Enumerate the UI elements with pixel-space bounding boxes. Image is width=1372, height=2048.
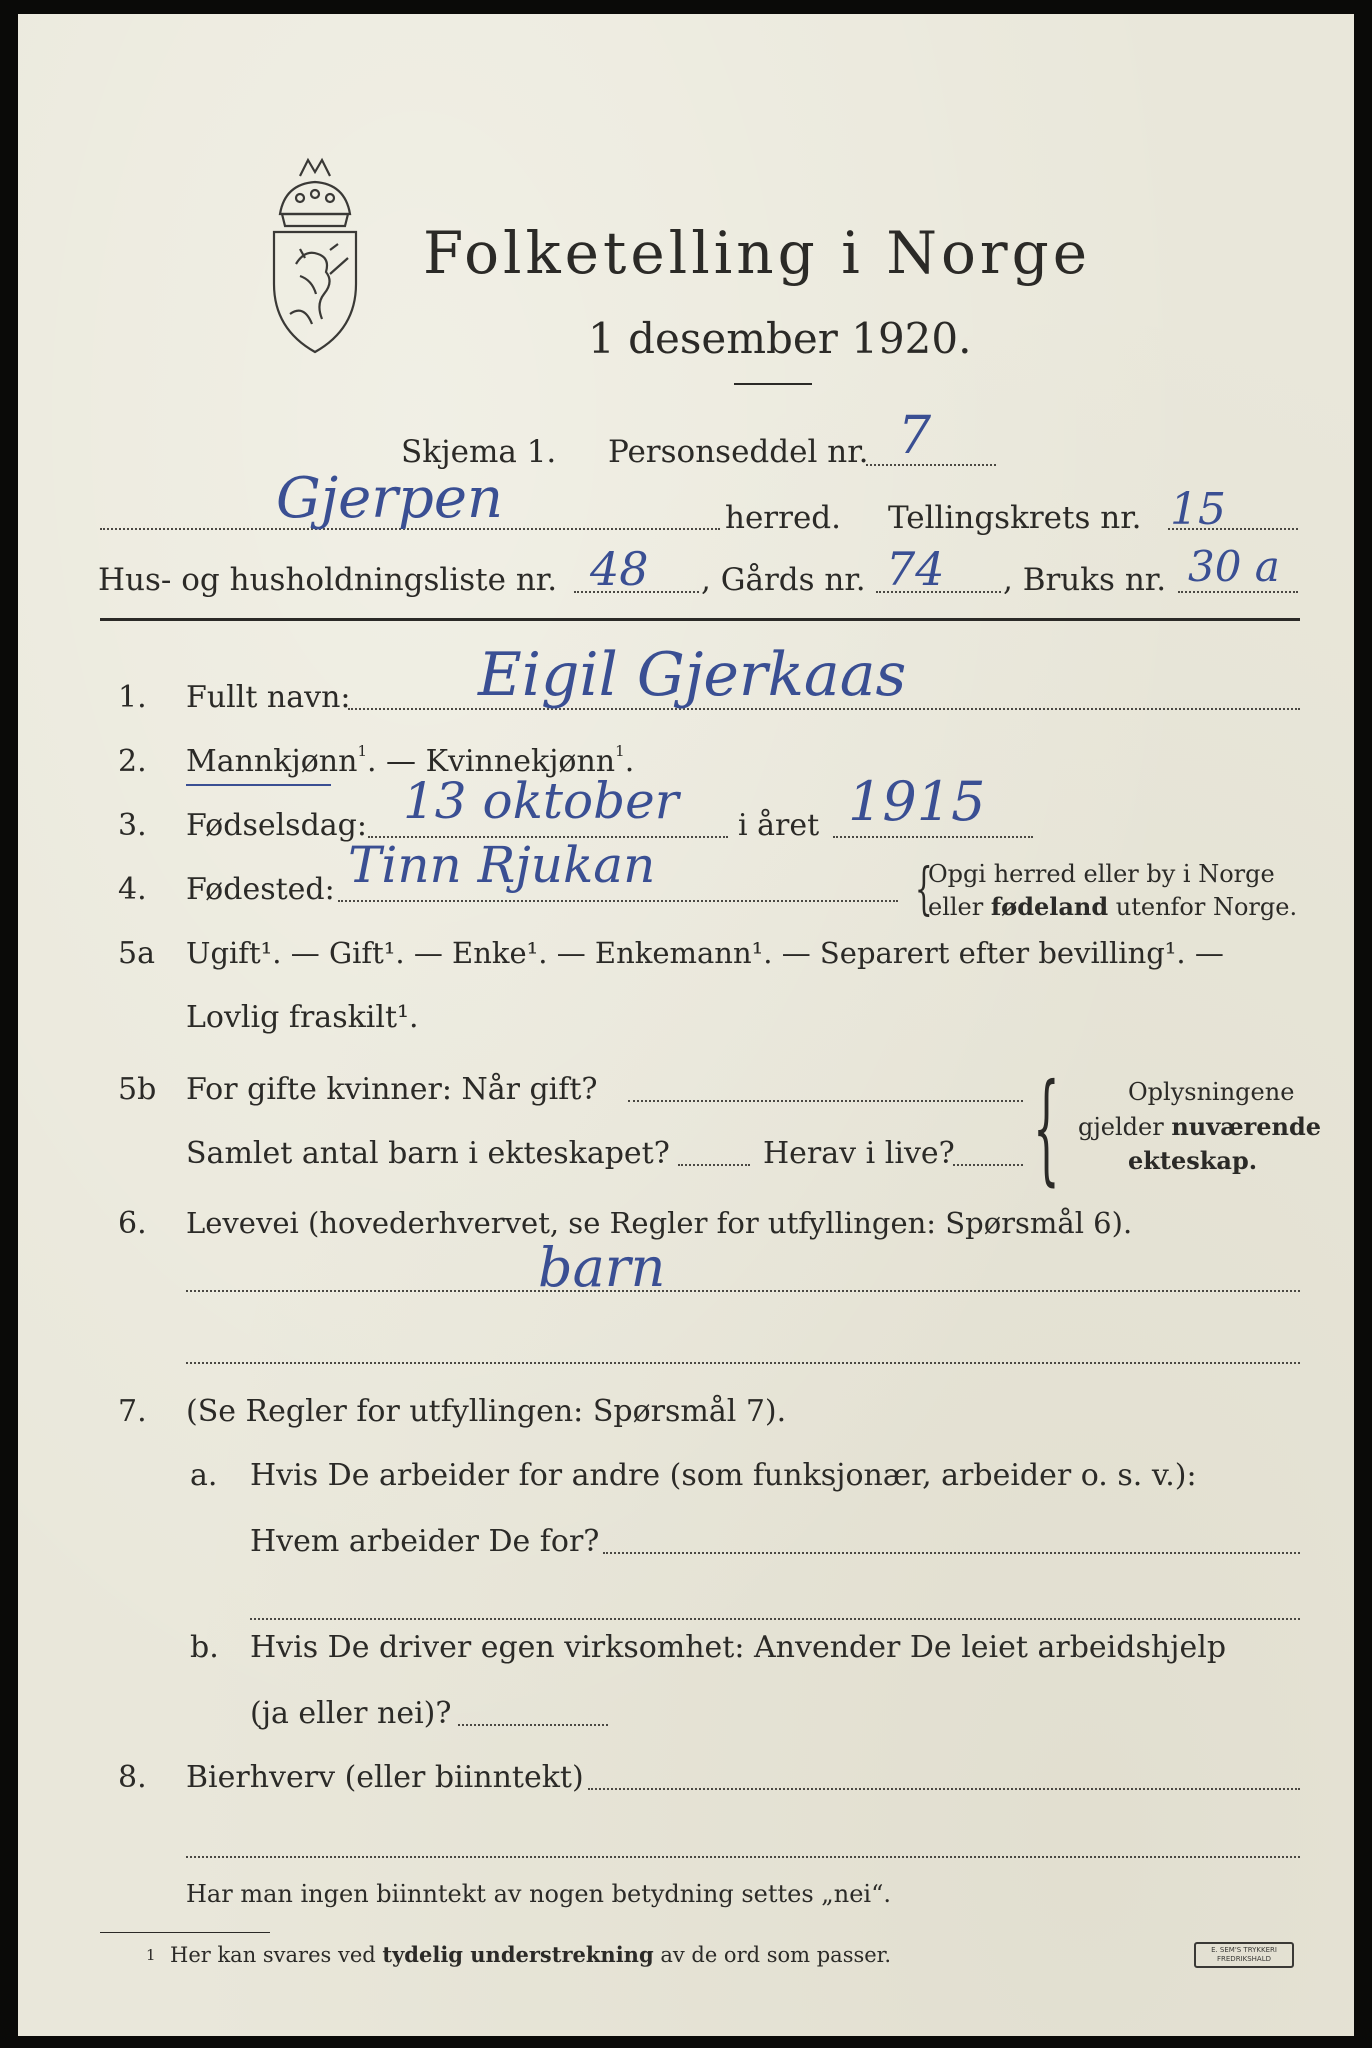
- q6-line1: [186, 1290, 1300, 1292]
- q7a-letter: a.: [190, 1458, 218, 1493]
- q8-label: Bierhverv (eller biinntekt): [186, 1760, 584, 1795]
- q5b-line2a-dots: [678, 1164, 750, 1166]
- male-option[interactable]: Mannkjønn: [186, 744, 358, 779]
- q8-line1: [588, 1788, 1300, 1790]
- q7a-line3-dots: [250, 1618, 1300, 1620]
- q5b-note-a: gjelder: [1078, 1113, 1172, 1141]
- gards-value[interactable]: 74: [886, 542, 945, 596]
- footnote-text: [170, 1942, 891, 1967]
- birthday-value[interactable]: 13 oktober: [403, 772, 679, 830]
- q3-year-label: i året: [738, 808, 820, 843]
- q5b-line1: For gifte kvinner: Når gift?: [186, 1072, 598, 1107]
- q7-label: (Se Regler for utfyllingen: Spørsmål 7).: [186, 1394, 787, 1429]
- q4-note-line2: [928, 892, 1297, 921]
- female-option[interactable]: Kvinnekjønn: [425, 744, 616, 779]
- header-divider: [100, 618, 1300, 621]
- q1-label: Fullt navn:: [186, 680, 351, 715]
- q6-number: 6.: [118, 1206, 147, 1241]
- q7b-letter: b.: [190, 1630, 219, 1665]
- q4-note-bold: fødeland: [990, 892, 1109, 921]
- q8-number: 8.: [118, 1760, 147, 1795]
- q4-note-line1: Opgi herred eller by i Norge: [928, 860, 1275, 888]
- occupation-value[interactable]: barn: [538, 1236, 666, 1299]
- q4-label: Fødested:: [186, 872, 335, 907]
- herred-label: herred.: [725, 500, 841, 536]
- footnote-text-c: av de ord som passer.: [653, 1943, 892, 1967]
- footnote-marker: 1: [146, 1946, 156, 1964]
- q7b-line2-dots: [458, 1724, 608, 1726]
- bruks-label: , Bruks nr.: [1003, 562, 1167, 598]
- stamp-line2: FREDRIKSHALD: [1216, 1955, 1271, 1963]
- q4-brace: {: [914, 857, 933, 922]
- husliste-value[interactable]: 48: [590, 542, 649, 596]
- personseddel-value[interactable]: 7: [898, 406, 932, 466]
- gards-label: , Gårds nr.: [701, 562, 866, 598]
- q5a-line2: Lovlig fraskilt¹.: [186, 1000, 419, 1035]
- q5b-line2b: Herav i live?: [763, 1136, 955, 1171]
- stamp-line1: E. SEM'S TRYKKERI: [1211, 1946, 1277, 1954]
- norwegian-coat-of-arms-icon: [260, 154, 370, 359]
- q7a-line1: Hvis De arbeider for andre (som funksjonær, arbeider o. s. v.):: [250, 1458, 1197, 1493]
- q5b-number: 5b: [118, 1072, 157, 1107]
- tellingskrets-value[interactable]: 15: [1170, 484, 1226, 535]
- q5b-note-line3: ekteskap.: [1128, 1146, 1258, 1175]
- title-divider: [734, 383, 812, 385]
- footnote-divider: [100, 1932, 270, 1933]
- q5b-line2a: Samlet antal barn i ekteskapet?: [186, 1136, 670, 1171]
- q8-line2: [186, 1856, 1300, 1858]
- q1-number: 1.: [118, 680, 147, 715]
- q5a-number: 5a: [118, 936, 155, 971]
- census-form: [18, 14, 1354, 2036]
- biinntekt-note: Har man ingen biinntekt av nogen betydning settes „nei“.: [186, 1880, 891, 1908]
- q7b-line1: Hvis De driver egen virksomhet: Anvender De leiet arbeidshjelp: [250, 1630, 1227, 1665]
- q4-note-c: utenfor Norge.: [1108, 893, 1298, 921]
- q2-separator: . —: [366, 744, 426, 779]
- male-underline: [186, 784, 331, 786]
- q4-number: 4.: [118, 872, 147, 907]
- q5a-line1: Ugift¹. — Gift¹. — Enke¹. — Enkemann¹. — Separert efter bevilling¹. —: [186, 936, 1224, 970]
- tellingskrets-label: Tellingskrets nr.: [888, 500, 1142, 536]
- printer-stamp: [1194, 1942, 1294, 1968]
- form-date: 1 desember 1920.: [588, 314, 972, 363]
- footnote-text-a: Her kan svares ved: [170, 1943, 383, 1967]
- q7b-line2: (ja eller nei)?: [250, 1696, 452, 1731]
- q7a-line2: Hvem arbeider De for?: [250, 1524, 600, 1559]
- q6-label: Levevei (hovederhvervet, se Regler for utfyllingen: Spørsmål 6).: [186, 1206, 1133, 1240]
- q5b-line1-dots: [628, 1100, 1023, 1102]
- form-title: Folketelling i Norge: [423, 219, 1092, 287]
- husliste-label: Hus- og husholdningsliste nr.: [98, 562, 558, 598]
- footnote-text-bold: tydelig understrekning: [382, 1942, 654, 1967]
- q7-number: 7.: [118, 1394, 147, 1429]
- bruks-line: [1178, 591, 1298, 593]
- q5b-brace: {: [1033, 1059, 1060, 1198]
- q4-note-a: eller: [928, 893, 991, 921]
- q6-line2: [186, 1362, 1300, 1364]
- q5b-note-line2: [1078, 1112, 1321, 1141]
- skjema-label: Skjema 1.: [401, 434, 557, 470]
- birthplace-value[interactable]: Tinn Rjukan: [348, 836, 656, 894]
- q3-year-line: [833, 836, 1033, 838]
- q5b-line2b-dots: [953, 1164, 1023, 1166]
- q2-number: 2.: [118, 744, 147, 779]
- birth-year-value[interactable]: 1915: [848, 770, 986, 833]
- q3-label: Fødselsdag:: [186, 808, 367, 843]
- full-name-value[interactable]: Eigil Gjerkaas: [478, 640, 907, 710]
- personseddel-label: Personseddel nr.: [608, 434, 869, 470]
- q2-options: Mannkjønn$^1$. — Kvinnekjønn$^1$.: [186, 742, 635, 779]
- q7a-line2-dots: [603, 1552, 1300, 1554]
- herred-value[interactable]: Gjerpen: [276, 466, 504, 531]
- q4-line: [338, 900, 898, 902]
- bruks-value[interactable]: 30 a: [1188, 542, 1280, 591]
- q5b-note-line1: Oplysningene: [1128, 1078, 1295, 1106]
- q5b-note-bold: nuværende: [1171, 1112, 1322, 1141]
- q3-number: 3.: [118, 808, 147, 843]
